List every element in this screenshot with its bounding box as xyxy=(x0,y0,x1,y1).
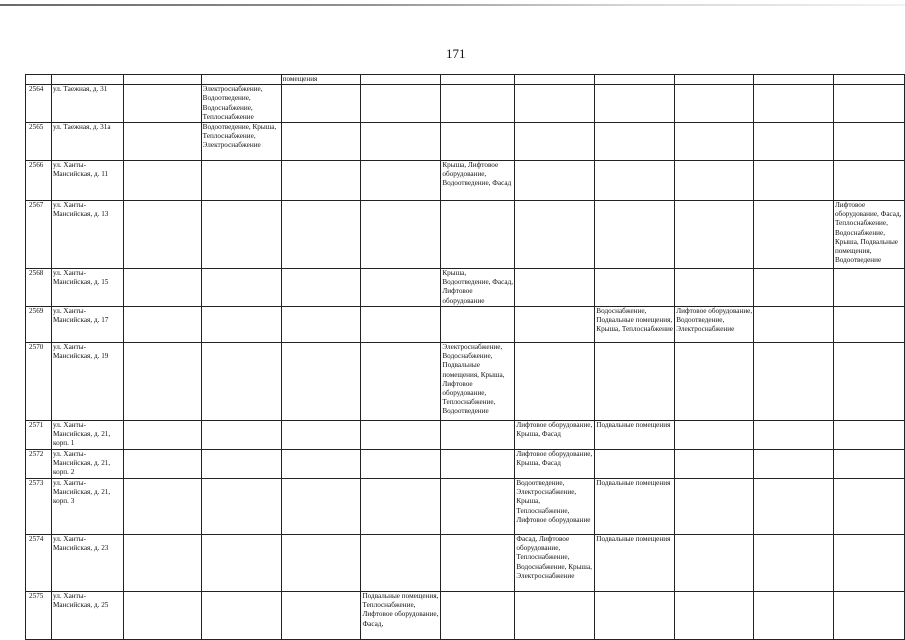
table-cell xyxy=(123,75,201,85)
address-cell: ул. Ханты-Мансийская, д. 19 xyxy=(51,343,123,421)
table-cell xyxy=(201,307,281,343)
table-cell xyxy=(361,421,441,450)
table-cell xyxy=(754,479,834,535)
address-cell: ул. Ханты-Мансийская, д. 21, корп. 2 xyxy=(51,450,123,479)
table-cell xyxy=(281,450,361,479)
table-cell xyxy=(675,421,754,450)
table-row xyxy=(26,201,905,269)
table-cell: Лифтовое оборудование, Фасад, Теплоснабжение, Водоснабжение, Крыша, Подвальные помещения, Водоотведение xyxy=(833,201,904,269)
table-cell xyxy=(515,343,595,421)
table-row xyxy=(26,123,905,161)
row-number-cell: 2569 xyxy=(26,307,52,343)
table-cell xyxy=(361,307,441,343)
table-cell xyxy=(361,161,441,201)
header-row xyxy=(26,75,905,85)
address-cell: ул. Таежная, д. 31а xyxy=(51,123,123,161)
table-row xyxy=(26,535,905,592)
row-number-cell: 2572 xyxy=(26,450,52,479)
table-cell xyxy=(595,592,675,640)
row-number-cell: 2573 xyxy=(26,479,52,535)
table-cell xyxy=(515,75,595,85)
table-cell xyxy=(441,85,515,123)
table-cell xyxy=(754,535,834,592)
table-cell xyxy=(201,450,281,479)
table-cell xyxy=(123,450,201,479)
table-cell xyxy=(361,343,441,421)
row-number-cell: 2574 xyxy=(26,535,52,592)
table-cell: Водоснабжение, Подвальные помещения, Крыша, Теплоснабжение xyxy=(595,307,675,343)
table-cell: Крыша, Водоотведение, Фасад, Лифтовое оборудование xyxy=(442,269,514,305)
table-cell: Лифтовое оборудование, Крыша, Фасад xyxy=(515,450,595,479)
table-cell: Водоотведение, Крыша, Теплоснабжение, Электроснабжение xyxy=(201,123,281,161)
table-cell xyxy=(754,123,834,161)
table-cell xyxy=(441,123,515,161)
table-cell: Лифтовое оборудование, Крыша, Фасад xyxy=(515,421,595,450)
table-row xyxy=(26,269,905,307)
row-number-cell: 2565 xyxy=(26,123,52,161)
table-cell xyxy=(201,479,281,535)
table-cell xyxy=(754,269,834,307)
repair-schedule-table xyxy=(25,74,905,640)
table-cell xyxy=(123,421,201,450)
table-cell xyxy=(515,161,595,201)
address-cell: ул. Таежная, д. 31 xyxy=(51,85,123,123)
table-cell xyxy=(833,479,904,535)
table-cell xyxy=(281,421,361,450)
table-cell xyxy=(833,421,904,450)
table-cell xyxy=(675,85,754,123)
table-cell: Водоотведение, Электроснабжение, Крыша, Теплоснабжение, Лифтовое оборудование xyxy=(515,479,595,535)
table-cell xyxy=(675,269,754,307)
table-row xyxy=(26,161,905,201)
table-cell xyxy=(754,592,834,640)
table-cell xyxy=(515,123,595,161)
table-cell xyxy=(833,535,904,592)
table-cell xyxy=(675,201,754,269)
table-cell xyxy=(123,123,201,161)
table-cell: Подвальные помещения xyxy=(595,535,675,592)
table-cell xyxy=(123,161,201,201)
table-cell xyxy=(281,592,361,640)
table-cell xyxy=(201,592,281,640)
table-cell xyxy=(361,85,441,123)
table-cell: Подвальные помещения xyxy=(595,421,675,450)
table-cell xyxy=(201,343,281,421)
table-cell xyxy=(833,592,904,640)
table-cell xyxy=(595,85,675,123)
table-cell xyxy=(281,161,361,201)
table-cell xyxy=(675,592,754,640)
table-cell xyxy=(441,479,515,535)
table-cell xyxy=(361,535,441,592)
table-cell xyxy=(833,450,904,479)
table-row xyxy=(26,307,905,343)
table-cell xyxy=(201,421,281,450)
row-number-cell: 2575 xyxy=(26,592,52,640)
table-cell: Электроснабжение, Водоотведение, Водоснабжение, Теплоснабжение xyxy=(201,85,281,123)
table-cell xyxy=(675,535,754,592)
row-number-cell: 2564 xyxy=(26,85,52,123)
table-cell xyxy=(754,450,834,479)
table-cell xyxy=(833,75,904,85)
table-cell: Подвальные помещения xyxy=(595,479,675,535)
table-cell xyxy=(754,343,834,421)
address-cell: ул. Ханты-Мансийская, д. 23 xyxy=(51,535,123,592)
table-cell xyxy=(833,85,904,123)
table-row xyxy=(26,343,905,421)
table-cell xyxy=(361,479,441,535)
table-cell xyxy=(441,307,515,343)
table-row xyxy=(26,85,905,123)
table-cell xyxy=(441,535,515,592)
address-cell: ул. Ханты-Мансийская, д. 25 xyxy=(51,592,123,640)
table-cell xyxy=(281,307,361,343)
address-cell: ул. Ханты-Мансийская, д. 17 xyxy=(51,307,123,343)
table-cell xyxy=(123,479,201,535)
table-cell xyxy=(361,450,441,479)
table-cell xyxy=(201,535,281,592)
table-row xyxy=(26,421,905,450)
table-cell xyxy=(515,592,595,640)
table-cell xyxy=(754,85,834,123)
table-cell xyxy=(754,307,834,343)
table-cell xyxy=(123,269,201,307)
table-cell xyxy=(675,123,754,161)
table-cell xyxy=(281,269,361,307)
table-cell: Крыша, Лифтовое оборудование, Водоотведение, Фасад xyxy=(441,161,515,201)
table-cell xyxy=(281,201,361,269)
table-cell xyxy=(515,307,595,343)
table-cell xyxy=(595,161,675,201)
table-cell xyxy=(833,307,904,343)
row-number-cell: 2571 xyxy=(26,421,52,450)
address-cell: ул. Ханты-Мансийская, д. 11 xyxy=(51,161,123,201)
table-cell xyxy=(833,123,904,161)
table-cell xyxy=(361,75,441,85)
table-cell xyxy=(123,307,201,343)
table-cell: Фасад, Лифтовое оборудование, Теплоснабжение, Водоснабжение, Крыша, Электроснабжение xyxy=(515,535,595,592)
address-cell: ул. Ханты-Мансийская, д. 13 xyxy=(51,201,123,269)
table-cell xyxy=(595,450,675,479)
page-number: 171 xyxy=(446,46,466,61)
table-cell xyxy=(441,75,515,85)
table-cell xyxy=(754,161,834,201)
table-cell xyxy=(361,123,441,161)
table-cell xyxy=(595,343,675,421)
table-cell xyxy=(26,75,52,85)
table-cell xyxy=(675,161,754,201)
table-cell xyxy=(754,201,834,269)
row-number-cell: 2567 xyxy=(26,201,52,269)
table-cell xyxy=(595,201,675,269)
table-cell xyxy=(675,450,754,479)
table-cell xyxy=(675,75,754,85)
table-cell xyxy=(515,269,595,307)
table-cell xyxy=(833,269,904,307)
address-cell: ул. Ханты-Мансийская, д. 21, корп. 3 xyxy=(51,479,123,535)
table-row xyxy=(26,592,905,640)
table-row xyxy=(26,450,905,479)
row-number-cell: 2570 xyxy=(26,343,52,421)
table-cell xyxy=(833,343,904,421)
scan-artifact-line xyxy=(0,4,905,6)
table-cell: Электроснабжение, Водоснабжение, Подвальные помещения, Крыша, Лифтовое оборудование, Теплоснабжение, Водоотведение xyxy=(441,343,515,421)
table-cell: Лифтовое оборудование, Водоотведение, Электроснабжение xyxy=(675,307,754,343)
address-cell: ул. Ханты-Мансийская, д. 15 xyxy=(51,269,123,307)
table-cell xyxy=(595,123,675,161)
table-cell xyxy=(201,269,281,307)
table-cell xyxy=(441,421,515,450)
table-cell xyxy=(281,479,361,535)
row-number-cell: 2568 xyxy=(26,269,52,307)
table-cell xyxy=(833,161,904,201)
table-cell xyxy=(515,85,595,123)
table-cell: Подвальные помещения, Теплоснабжение, Лифтовое оборудование, Фасад, xyxy=(361,592,441,640)
address-cell: ул. Ханты-Мансийская, д. 21, корп. 1 xyxy=(51,421,123,450)
table-cell xyxy=(281,85,361,123)
table-cell xyxy=(361,269,441,307)
table-cell xyxy=(515,201,595,269)
table-cell xyxy=(201,161,281,201)
table-cell xyxy=(123,85,201,123)
table-cell xyxy=(123,201,201,269)
table-cell xyxy=(361,201,441,269)
row-number-cell: 2566 xyxy=(26,161,52,201)
table-cell xyxy=(201,201,281,269)
table-row xyxy=(26,479,905,535)
table-cell xyxy=(754,421,834,450)
table-cell xyxy=(123,535,201,592)
table-cell xyxy=(595,75,675,85)
table-cell xyxy=(441,450,515,479)
table-cell xyxy=(201,75,281,85)
table-cell xyxy=(123,343,201,421)
table-cell xyxy=(123,592,201,640)
table-cell xyxy=(441,592,515,640)
table-cell: помещения xyxy=(281,75,361,85)
table-cell xyxy=(51,75,123,85)
table-cell xyxy=(441,201,515,269)
table-cell xyxy=(675,343,754,421)
table-cell xyxy=(281,535,361,592)
table-cell xyxy=(595,269,675,307)
table-cell xyxy=(281,123,361,161)
table-cell xyxy=(675,479,754,535)
table-cell xyxy=(754,75,834,85)
table-cell xyxy=(281,343,361,421)
